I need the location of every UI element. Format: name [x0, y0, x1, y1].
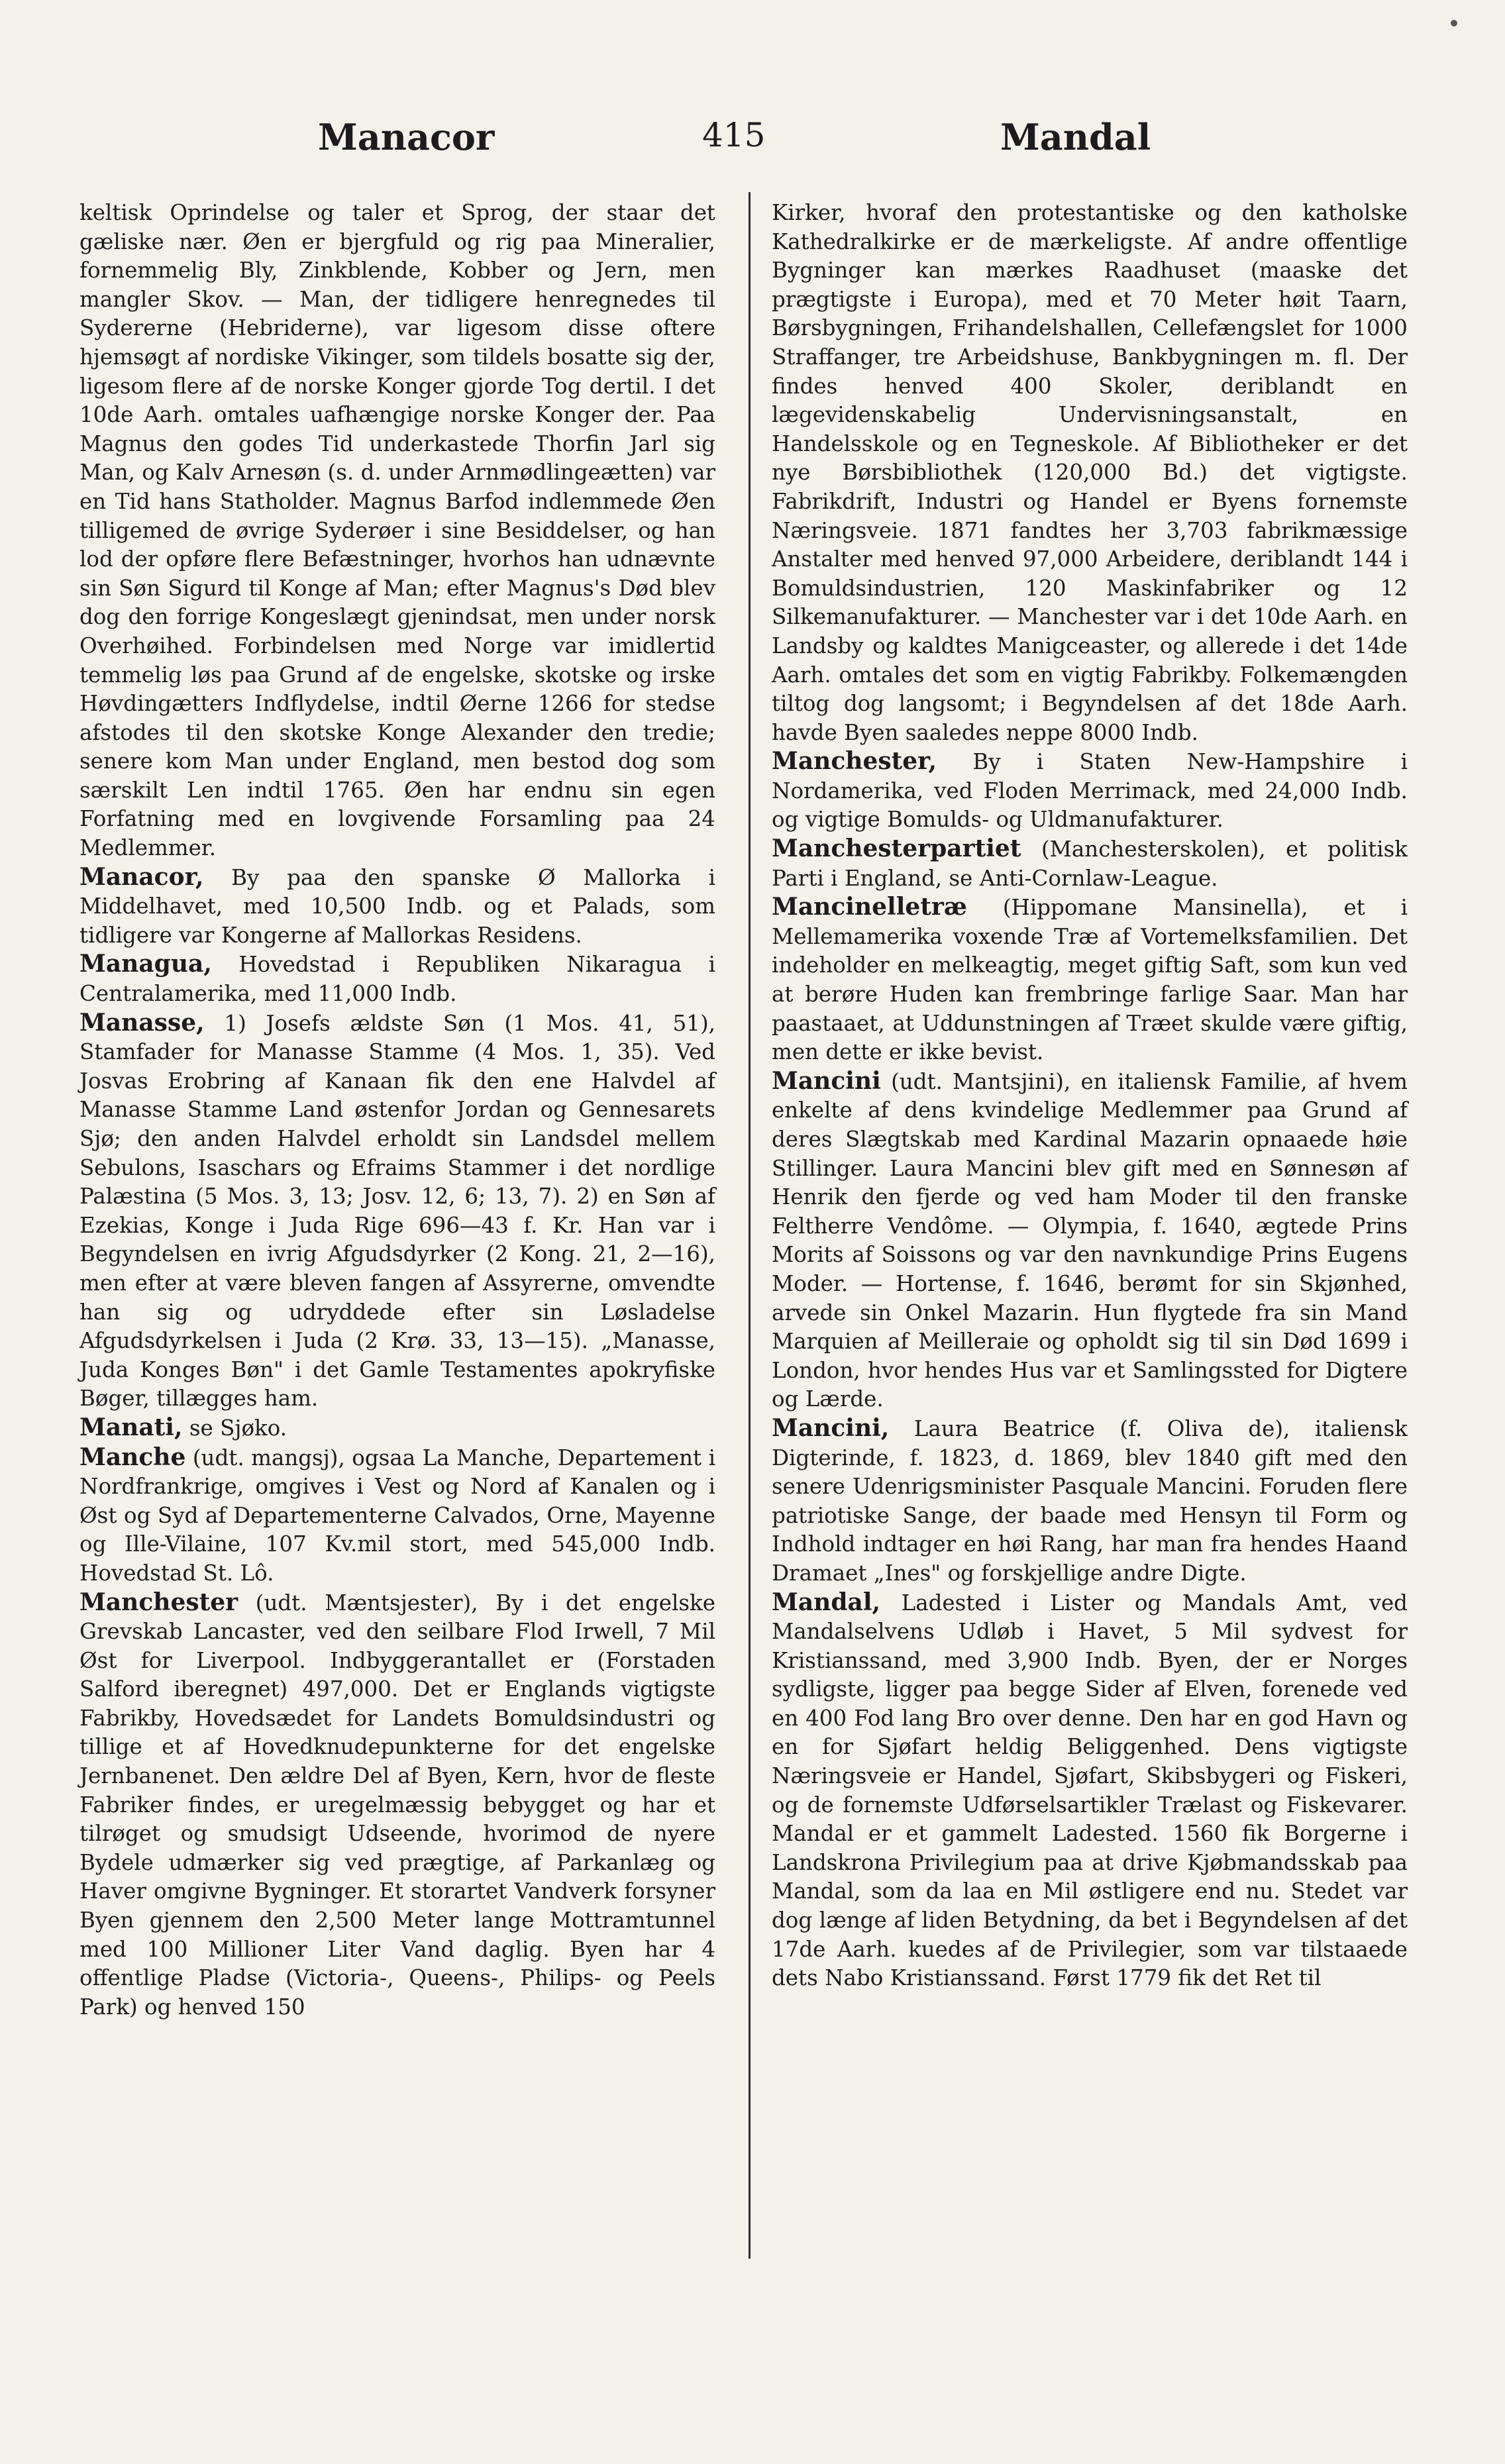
- entry-text: (udt. mangsj), ogsaa La Manche, Departement i Nordfrankrige, omgives i Vest og Nord af Kanalen og i Øst og Syd af Departementerne Calvados, Orne, Mayenne og Ille-Vilaine, 107 Kv.mil stort, med 545,000 Indb. Hovedstad St. Lô.: [79, 1445, 715, 1586]
- entry-text: keltisk Oprindelse og taler et Sprog, der staar det gæliske nær. Øen er bjergfuld og rig paa Mineralier, fornemmelig Bly, Zinkblende, Kobber og Jern, men mangler Skov. — Man, der tidligere henregnedes til Sydererne (Hebriderne), var ligesom disse oftere hjemsøgt af nordiske Vikinger, som tildels bosatte sig der, ligesom flere af de norske Konger gjorde Tog dertil. I det 10de Aarh. omtales uafhængige norske Konger der. Paa Magnus den godes Tid underkastede Thorfin Jarl sig Man, og Kalv Arnesøn (s. d. under Arnmødlingeætten) var en Tid hans Statholder. Magnus Barfod indlemmede Øen tilligemed de øvrige Syderøer i sine Besiddelser, og han lod der opføre flere Befæstninger, hvorhos han udnævnte sin Søn Sigurd til Konge af Man; efter Magnus's Død blev dog den forrige Kongeslægt gjenindsat, men under norsk Overhøihed. Forbindelsen med Norge var imidlertid temmelig løs paa Grund af de engelske, skotske og irske Høvdingætters Indflydelse, indtil Øerne 1266 for stedse afstodes til den skotske Konge Alexander den tredie; senere kom Man under England, men bestod dog som særskilt Len indtil 1765. Øen har endnu sin egen Forfatning med en lovgivende Forsamling paa 24 Medlemmer.: [79, 200, 715, 861]
- entry-paragraph: [772, 747, 1408, 835]
- entry-paragraph: [772, 199, 1408, 747]
- entry-headword: Manchester,: [772, 747, 937, 776]
- entry-text: Laura Beatrice (f. Oliva de), italiensk Digterinde, f. 1823, d. 1869, blev 1840 gift med den senere Udenrigsminister Pasquale Mancini. Foruden flere patriotiske Sange, der baade med Hensyn til Form og Indhold indtager en høi Rang, har man fra hendes Haand Dramaet „Ines" og forskjellige andre Digte.: [772, 1415, 1408, 1586]
- entry-text: By paa den spanske Ø Mallorka i Middelhavet, med 10,500 Indb. og et Palads, som tidligere var Kongerne af Mallorkas Residens.: [79, 864, 715, 948]
- entry-headword: Mancini,: [772, 1413, 890, 1442]
- entry-text: se Sjøko.: [189, 1415, 287, 1441]
- entry-headword: Manchesterpartiet: [772, 835, 1021, 863]
- entry-paragraph: [79, 950, 715, 1008]
- entry-paragraph: [772, 1414, 1408, 1588]
- entry-text: (Hippomane Mansinella), et i Mellemamerika voxende Træ af Vortemelksfamilien. Det indeholder en melkeagtig, meget giftig Saft, som kun ved at berøre Huden kan frembringe farlige Saar. Man har paastaaet, at Uddunstningen af Træet skulde være giftig, men dette er ikke bevist.: [772, 895, 1408, 1065]
- entry-headword: Mandal,: [772, 1588, 881, 1616]
- entry-text: By i Staten New-Hampshire i Nordamerika, ved Floden Merrimack, med 24,000 Indb. og vigtige Bomulds- og Uldmanufakturer.: [772, 749, 1408, 833]
- entry-paragraph: [772, 893, 1408, 1067]
- entry-headword: Manati,: [79, 1413, 183, 1441]
- ink-dot: [1451, 20, 1457, 26]
- entry-text: 1) Josefs ældste Søn (1 Mos. 41, 51), Stamfader for Manasse Stamme (4 Mos. 1, 35). Ved Josvas Erobring af Kanaan fik den ene Halvdel af Manasse Stamme Land østenfor Jordan og Gennesarets Sjø; den anden Halvdel erholdt sin Landsdel mellem Sebulons, Isaschars og Efraims Stammer i det nordlige Palæstina (5 Mos. 3, 13; Josv. 12, 6; 13, 7). 2) en Søn af Ezekias, Konge i Juda Rige 696—43 f. Kr. Han var i Begyndelsen en ivrig Afgudsdyrker (2 Kong. 21, 2—16), men efter at være bleven fangen af Assyrerne, omvendte han sig og udryddede efter sin Løsladelse Afgudsdyrkelsen i Juda (2 Krø. 33, 13—15). „Manasse, Juda Konges Bøn" i det Gamle Testamentes apokryfiske Bøger, tillægges ham.: [79, 1010, 715, 1412]
- entry-text: Ladested i Lister og Mandals Amt, ved Mandalselvens Udløb i Havet, 5 Mil sydvest for Kristianssand, med 3,900 Indb. Byen, der er Norges sydligste, ligger paa begge Sider af Elven, forenede ved en 400 Fod lang Bro over denne. Den har en god Havn og en for Sjøfart heldig Beliggenhed. Dens vigtigste Næringsveie er Handel, Sjøfart, Skibsbygeri og Fiskeri, og de fornemste Udførselsartikler Trælast og Fiskevarer. Mandal er et gammelt Ladested. 1560 fik Borgerne i Landskrona Privilegium paa at drive Kjøbmandsskab paa Mandal, som da laa en Mil østligere end nu. Stedet var dog længe af liden Betydning, da bet i Begyndelsen af det 17de Aarh. kuedes af de Privilegier, som var tilstaaede dets Nabo Kristianssand. Først 1779 fik det Ret til: [772, 1590, 1408, 1991]
- entry-paragraph: [772, 1067, 1408, 1414]
- entry-headword: Manasse,: [79, 1008, 205, 1037]
- entry-paragraph: [79, 1009, 715, 1413]
- entry-headword: Manche: [79, 1443, 186, 1471]
- running-head-right: Mandal: [1000, 116, 1151, 158]
- entry-text: (Manchesterskolen), et politisk Parti i England, se Anti-Cornlaw-League.: [772, 837, 1408, 891]
- entry-text: (udt. Mantsjini), en italiensk Familie, af hvem enkelte af dens kvindelige Medlemmer paa Grund af deres Slægtskab med Kardinal Mazarin opnaaede høie Stillinger. Laura Mancini blev gift med en Sønnesøn af Henrik den fjerde og ved ham Moder til den franske Feltherre Vendôme. — Olympia, f. 1640, ægtede Prins Morits af Soissons og var den navnkundige Prins Eugens Moder. — Hortense, f. 1646, berømt for sin Skjønhed, arvede sin Onkel Mazarin. Hun flygtede fra sin Mand Marquien af Meilleraie og opholdt sig til sin Død 1699 i London, hvor hendes Hus var et Samlingssted for Digtere og Lærde.: [772, 1068, 1408, 1412]
- entry-headword: Manchester: [79, 1588, 238, 1616]
- running-head-left: Manacor: [318, 116, 495, 158]
- page-number: 415: [702, 116, 766, 154]
- entry-paragraph: [79, 1443, 715, 1588]
- column-divider: [749, 192, 751, 2259]
- entry-headword: Managua,: [79, 950, 212, 978]
- right-column: [772, 199, 1408, 1993]
- entry-text: (udt. Mæntsjester), By i det engelske Grevskab Lancaster, ved den seilbare Flod Irwell, 7 Mil Øst for Liverpool. Indbyggerantallet er (Forstaden Salford iberegnet) 497,000. Det er Englands vigtigste Fabrikby, Hovedsædet for Landets Bomuldsindustri og tillige et af Hovedknudepunkterne for det engelske Jernbanenet. Den ældre Del af Byen, Kern, hvor de fleste Fabriker findes, er uregelmæssig bebygget og har et tilrøget og smudsigt Udseende, hvorimod de nyere Bydele udmærker sig ved prægtige, af Parkanlæg og Haver omgivne Bygninger. Et storartet Vandverk forsyner Byen gjennem den 2,500 Meter lange Mottramtunnel med 100 Millioner Liter Vand daglig. Byen har 4 offentlige Pladse (Victoria-, Queens-, Philips- og Peels Park) og henved 150: [79, 1590, 715, 2020]
- entry-paragraph: [79, 1413, 715, 1443]
- entry-text: Kirker, hvoraf den protestantiske og den katholske Kathedralkirke er de mærkeligste. Af andre offentlige Bygninger kan mærkes Raadhuset (maaske det prægtigste i Europa), med et 70 Meter høit Taarn, Børsbygningen, Frihandelshallen, Cellefængslet for 1000 Straffanger, tre Arbeidshuse, Bankbygningen m. fl. Der findes henved 400 Skoler, deriblandt en lægevidenskabelig Undervisningsanstalt, en Handelsskole og en Tegneskole. Af Bibliotheker er det nye Børsbibliothek (120,000 Bd.) det vigtigste. Fabrikdrift, Industri og Handel er Byens fornemste Næringsveie. 1871 fandtes her 3,703 fabrikmæssige Anstalter med henved 97,000 Arbeidere, deriblandt 144 i Bomuldsindustrien, 120 Maskinfabriker og 12 Silkemanufakturer. — Manchester var i det 10de Aarh. en Landsby og kaldtes Manigceaster, og allerede i det 14de Aarh. omtales det som en vigtig Fabrikby. Folkemængden tiltog dog langsomt; i Begyndelsen af det 18de Aarh. havde Byen saaledes neppe 8000 Indb.: [772, 200, 1408, 745]
- entry-headword: Manacor,: [79, 862, 204, 891]
- entry-text: Hovedstad i Republiken Nikaragua i Centralamerika, med 11,000 Indb.: [79, 952, 715, 1007]
- entry-headword: Mancini: [772, 1066, 881, 1095]
- entry-headword: Mancinelletræ: [772, 893, 967, 921]
- entry-paragraph: [772, 835, 1408, 893]
- entry-paragraph: [772, 1588, 1408, 1993]
- entry-paragraph: [79, 199, 715, 863]
- entry-paragraph: [79, 1588, 715, 2022]
- entry-paragraph: [79, 863, 715, 950]
- left-column: [79, 199, 715, 2022]
